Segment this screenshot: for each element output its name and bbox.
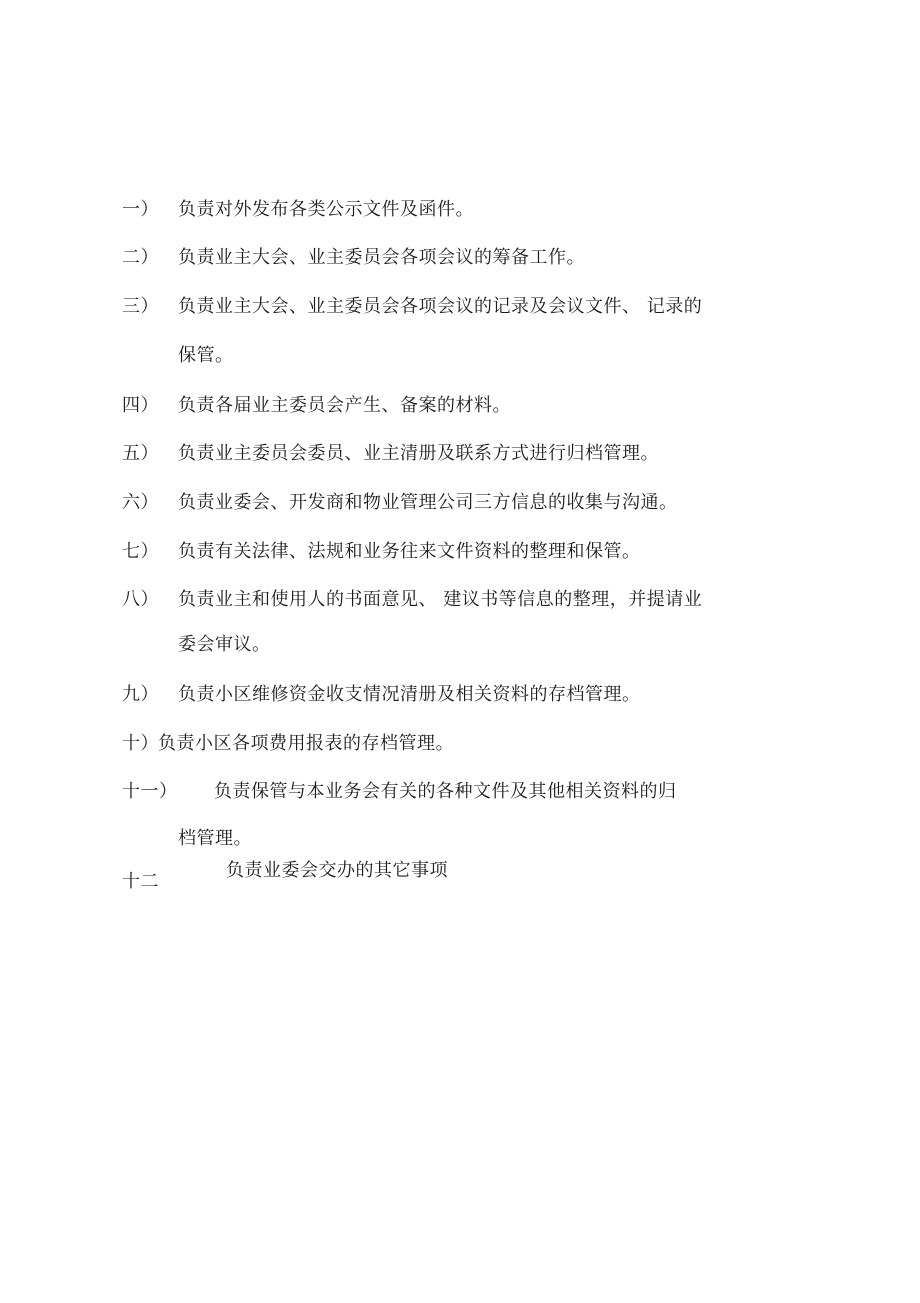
- item-number: 一）: [122, 199, 159, 220]
- item-number: 十二: [122, 871, 159, 892]
- item-text: 负责小区维修资金收支情况清册及相关资料的存档管理。: [178, 684, 641, 705]
- list-item-continuation: 保管。: [178, 345, 234, 366]
- item-text: 负责业主大会、业主委员会各项会议的筹备工作。: [178, 247, 585, 268]
- item-text: 负责业委会交办的其它事项: [226, 860, 448, 881]
- list-item-continuation: 档管理。: [178, 828, 252, 849]
- item-number: 十一）: [122, 781, 178, 802]
- item-text: 负责对外发布各类公示文件及函件。: [178, 199, 474, 220]
- item-number: 七）: [122, 541, 159, 562]
- item-text: 负责业主大会、业主委员会各项会议的记录及会议文件、 记录的: [178, 296, 703, 317]
- item-number: 三）: [122, 296, 159, 317]
- item-text: 负责业主委员会委员、业主清册及联系方式进行归档管理。: [178, 443, 659, 464]
- item-number: 五）: [122, 443, 159, 464]
- item-number: 四）: [122, 395, 159, 416]
- item-number: 二）: [122, 247, 159, 268]
- item-text: 负责有关法律、法规和业务往来文件资料的整理和保管。: [178, 541, 641, 562]
- item-number: 九）: [122, 684, 159, 705]
- item-text: 负责各届业主委员会产生、备案的材料。: [178, 395, 511, 416]
- item-text: 负责小区各项费用报表的存档管理。: [158, 733, 454, 754]
- item-text: 负责保管与本业务会有关的各种文件及其他相关资料的归: [214, 781, 677, 802]
- item-text: 负责业主和使用人的书面意见、 建议书等信息的整理，并提请业: [178, 589, 703, 610]
- item-number: 十）: [122, 733, 159, 754]
- item-number: 八）: [122, 589, 159, 610]
- item-text: 负责业委会、开发商和物业管理公司三方信息的收集与沟通。: [178, 492, 678, 513]
- item-number: 六）: [122, 492, 159, 513]
- list-item-continuation: 委会审议。: [178, 634, 271, 655]
